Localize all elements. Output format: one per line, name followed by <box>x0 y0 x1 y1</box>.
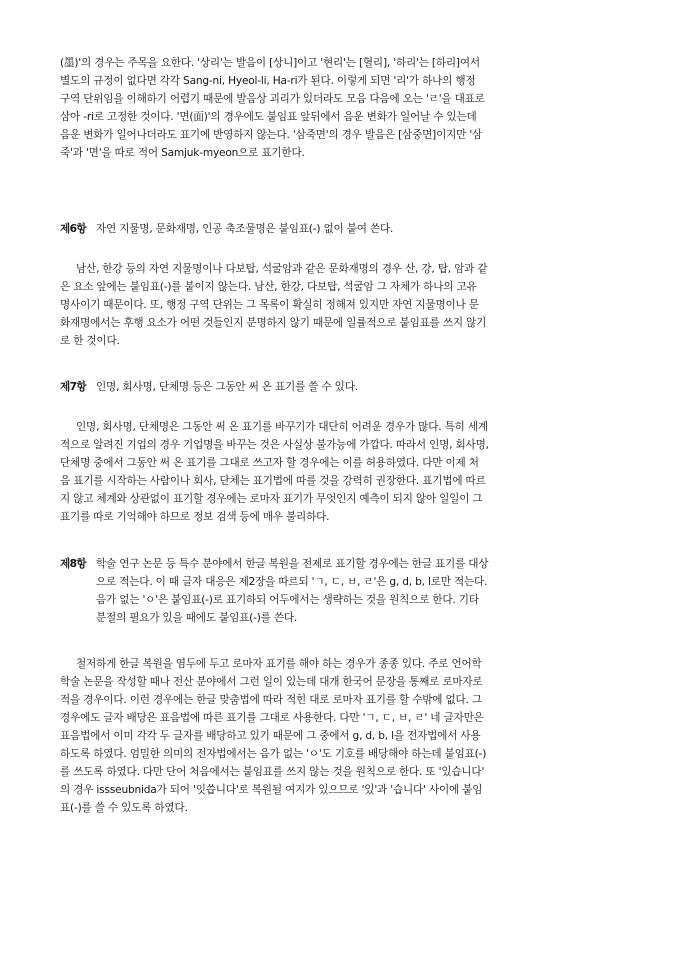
text-line: 단체명 중에서 그동안 써 온 표기를 그대로 쓰고자 할 경우에는 이를 허용하였다. 다만 이제 처 <box>60 457 479 469</box>
rule-label: 제8항 <box>60 558 87 570</box>
text-line: 남산, 한강 등의 자연 지물명이나 다보탑, 석굴암과 같은 문화재명의 경우 산, 강, 탑, 암과 같 <box>76 263 488 275</box>
text-line: 인명, 회사명, 단체명은 그동안 써 온 표기를 바꾸기가 대단히 어려운 경우가 많다. 특히 세계 <box>76 421 488 433</box>
text-line: 를 쓰도록 하였다. 다만 단어 처음에서는 붙임표를 쓰지 않는 것을 원칙으로 한다. 또 '있습니다' <box>60 766 485 778</box>
text-line: 경우에도 글자 배당은 표음법에 따른 표기를 그대로 사용한다. 다만 'ㄱ, ㄷ, ㅂ, ㄹ' 네 글자만은 <box>60 712 484 724</box>
text-line: (墨)'의 경우는 주목을 요한다. '상리'는 발음이 [상니]이고 '현리'는 [혈리], '하리'는 [하리]여서 <box>60 57 480 69</box>
text-line: 별도의 규정이 없다면 각각 Sang-ni, Hyeol-li, Ha-ri가 된다. 이렇게 되면 '리'가 하나의 행정 <box>60 75 476 87</box>
text-line: 삼아 -ri로 고정한 것이다. '면(面)'의 경우에도 붙임표 앞뒤에서 음운 변화가 일어날 수 있는데 <box>60 111 477 123</box>
text-line: 지 않고 체계와 상관없이 표기할 경우에는 로마자 표기가 무엇인지 예측이 되지 않아 일일이 그 <box>60 493 483 505</box>
text-line: 철저하게 한글 복원을 염두에 두고 로마자 표기를 해야 하는 경우가 종종 있다. 주로 언어학 <box>76 658 482 670</box>
text-line: 음운 변화가 일어나더라도 표기에 반영하지 않는다. '삼죽면'의 경우 발음은 [삼중면]이지만 '삼 <box>60 129 483 141</box>
rule-text-line: 학술 연구 논문 등 특수 분야에서 한글 복원을 전제로 표기할 경우에는 한글 표기를 대상 <box>96 558 489 570</box>
text-line: 화재명에서는 후행 요소가 어떤 것들인지 분명하지 않기 때문에 일률적으로 붙임표를 쓰지 않기 <box>60 317 487 329</box>
rule-text: 자연 지물명, 문화재명, 인공 축조물명은 붙임표(-) 없이 붙여 쓴다. <box>96 223 394 235</box>
text-line: 구역 단위임을 이해하기 어렵기 때문에 발음상 괴리가 있더라도 모음 다음에 오는 'ㄹ'을 대표로 <box>60 93 485 105</box>
text-line: 음 표기를 시작하는 사람이나 회사, 단체는 표기법에 따를 것을 강력히 권장한다. 표기법에 따르 <box>60 475 486 487</box>
rule-text-line: 음가 없는 'ㅇ'은 붙임표(-)로 표기하되 어두에서는 생략하는 것을 원칙으로 한다. 기타 <box>96 594 479 606</box>
rule-text: 인명, 회사명, 단체명 등은 그동안 써 온 표기를 쓸 수 있다. <box>96 381 358 393</box>
text-line: 표(-)를 쓸 수 있도록 하였다. <box>60 802 188 814</box>
rule-label: 제7항 <box>60 381 87 393</box>
text-line: 죽'과 '면'을 따로 적어 Samjuk-myeon으로 표기한다. <box>60 147 305 159</box>
text-line: 의 경우 issseubnida가 되어 '잇씁니다'로 복원될 여지가 있으므로 '있'과 '습니다' 사이에 붙임 <box>60 784 483 796</box>
text-line: 학술 논문을 작성할 때나 전산 분야에서 그런 일이 있는데 대개 한국어 문장을 통째로 로마자로 <box>60 676 483 688</box>
text-line: 적으로 알려진 기업의 경우 기업명을 바꾸는 것은 사실상 불가능에 가깝다. 따라서 인명, 회사명, <box>60 439 489 451</box>
rule-text-line: 분절의 필요가 있을 때에도 붙임표(-)를 쓴다. <box>96 612 298 624</box>
text-line: 명사이기 때문이다. 또, 행정 구역 단위는 그 목록이 확실히 정해져 있지만 자연 지물명이나 문 <box>60 299 479 311</box>
text-line: 표기를 따로 기억해야 하므로 정보 검색 등에 매우 불리하다. <box>60 511 330 523</box>
rule-text-line: 으로 적는다. 이 때 글자 대응은 제2장을 따르되 'ㄱ, ㄷ, ㅂ, ㄹ'은 g, d, b, l로만 적는다. <box>96 576 488 588</box>
text-line: 로 한 것이다. <box>60 335 120 347</box>
text-line: 표음법에서 이미 각각 두 글자를 배당하고 있기 때문에 그 중에서 g, d, b, l을 전자법에서 사용 <box>60 730 481 742</box>
text-line: 은 요소 앞에는 붙임표(-)를 붙이지 않는다. 남산, 한강, 다보탑, 석굴암 그 자체가 하나의 고유 <box>60 281 477 293</box>
text-line: 적을 경우이다. 이런 경우에는 한글 맞춤법에 따라 적힌 대로 로마자 표기를 할 수밖에 없다. 그 <box>60 694 482 706</box>
rule-label: 제6항 <box>60 223 87 235</box>
text-line: 하도록 하였다. 엄밀한 의미의 전자법에서는 음가 없는 'ㅇ'도 기호를 배당해야 하는데 붙임표(-) <box>60 748 487 760</box>
